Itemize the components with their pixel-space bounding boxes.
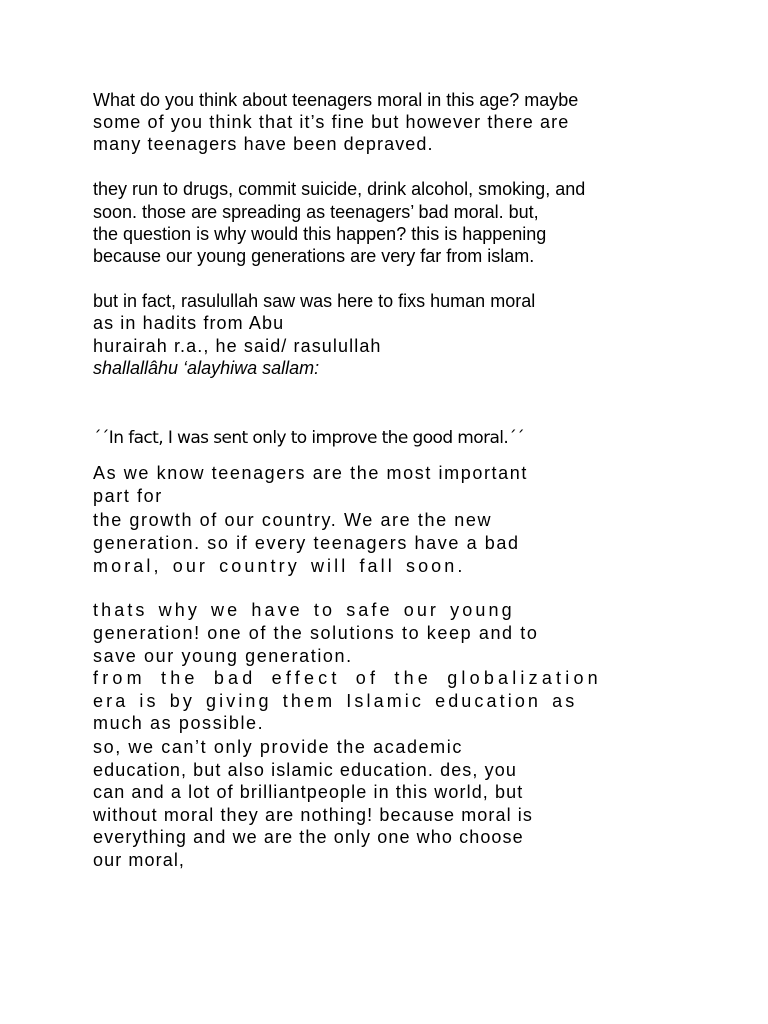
paragraph-line: era is by giving them Islamic education as bbox=[93, 691, 578, 711]
paragraph-line: hurairah r.a., he said/ rasulullah bbox=[93, 336, 382, 356]
paragraph-line: As we know teenagers are the most important bbox=[93, 463, 528, 483]
paragraph-line: education, but also islamic education. des, you bbox=[93, 760, 517, 780]
paragraph-line: thats why we have to safe our young bbox=[93, 600, 515, 620]
paragraph-line: What do you think about teenagers moral in this age? maybe bbox=[93, 90, 579, 110]
paragraph-line: so, we can’t only provide the academic bbox=[93, 737, 463, 757]
paragraph-line: save our young generation. bbox=[93, 646, 353, 666]
paragraph-line: much as possible. bbox=[93, 713, 265, 733]
paragraph-line: part for bbox=[93, 486, 163, 506]
hadith-quote: ´´In fact, I was sent only to improve the good moral.´´ bbox=[93, 428, 525, 448]
paragraph-line: everything and we are the only one who choose bbox=[93, 827, 524, 847]
paragraph-line: the growth of our country. We are the new bbox=[93, 510, 493, 530]
paragraph-line: many teenagers have been depraved. bbox=[93, 134, 434, 154]
paragraph-line: soon. those are spreading as teenagers’ bad moral. but, bbox=[93, 202, 539, 222]
paragraph-line: but in fact, rasulullah saw was here to fixs human moral bbox=[93, 291, 536, 311]
paragraph-line: they run to drugs, commit suicide, drink alcohol, smoking, and bbox=[93, 179, 586, 199]
paragraph-line: our moral, bbox=[93, 850, 186, 870]
paragraph-line: can and a lot of brilliantpeople in this world, but bbox=[93, 782, 524, 802]
paragraph-line: without moral they are nothing! because moral is bbox=[93, 805, 534, 825]
paragraph-line: from the bad effect of the globalization bbox=[93, 668, 602, 688]
paragraph-line: some of you think that it’s fine but however there are bbox=[93, 112, 570, 132]
honorific-line: shallallâhu ‘alayhiwa sallam: bbox=[93, 358, 320, 378]
paragraph-line: generation. so if every teenagers have a bad bbox=[93, 533, 520, 553]
paragraph-line: the question is why would this happen? this is happening bbox=[93, 224, 547, 244]
paragraph-line: as in hadits from Abu bbox=[93, 313, 285, 333]
paragraph-line: because our young generations are very far from islam. bbox=[93, 246, 535, 266]
paragraph-line: generation! one of the solutions to keep and to bbox=[93, 623, 539, 643]
paragraph-line: moral, our country will fall soon. bbox=[93, 556, 466, 576]
